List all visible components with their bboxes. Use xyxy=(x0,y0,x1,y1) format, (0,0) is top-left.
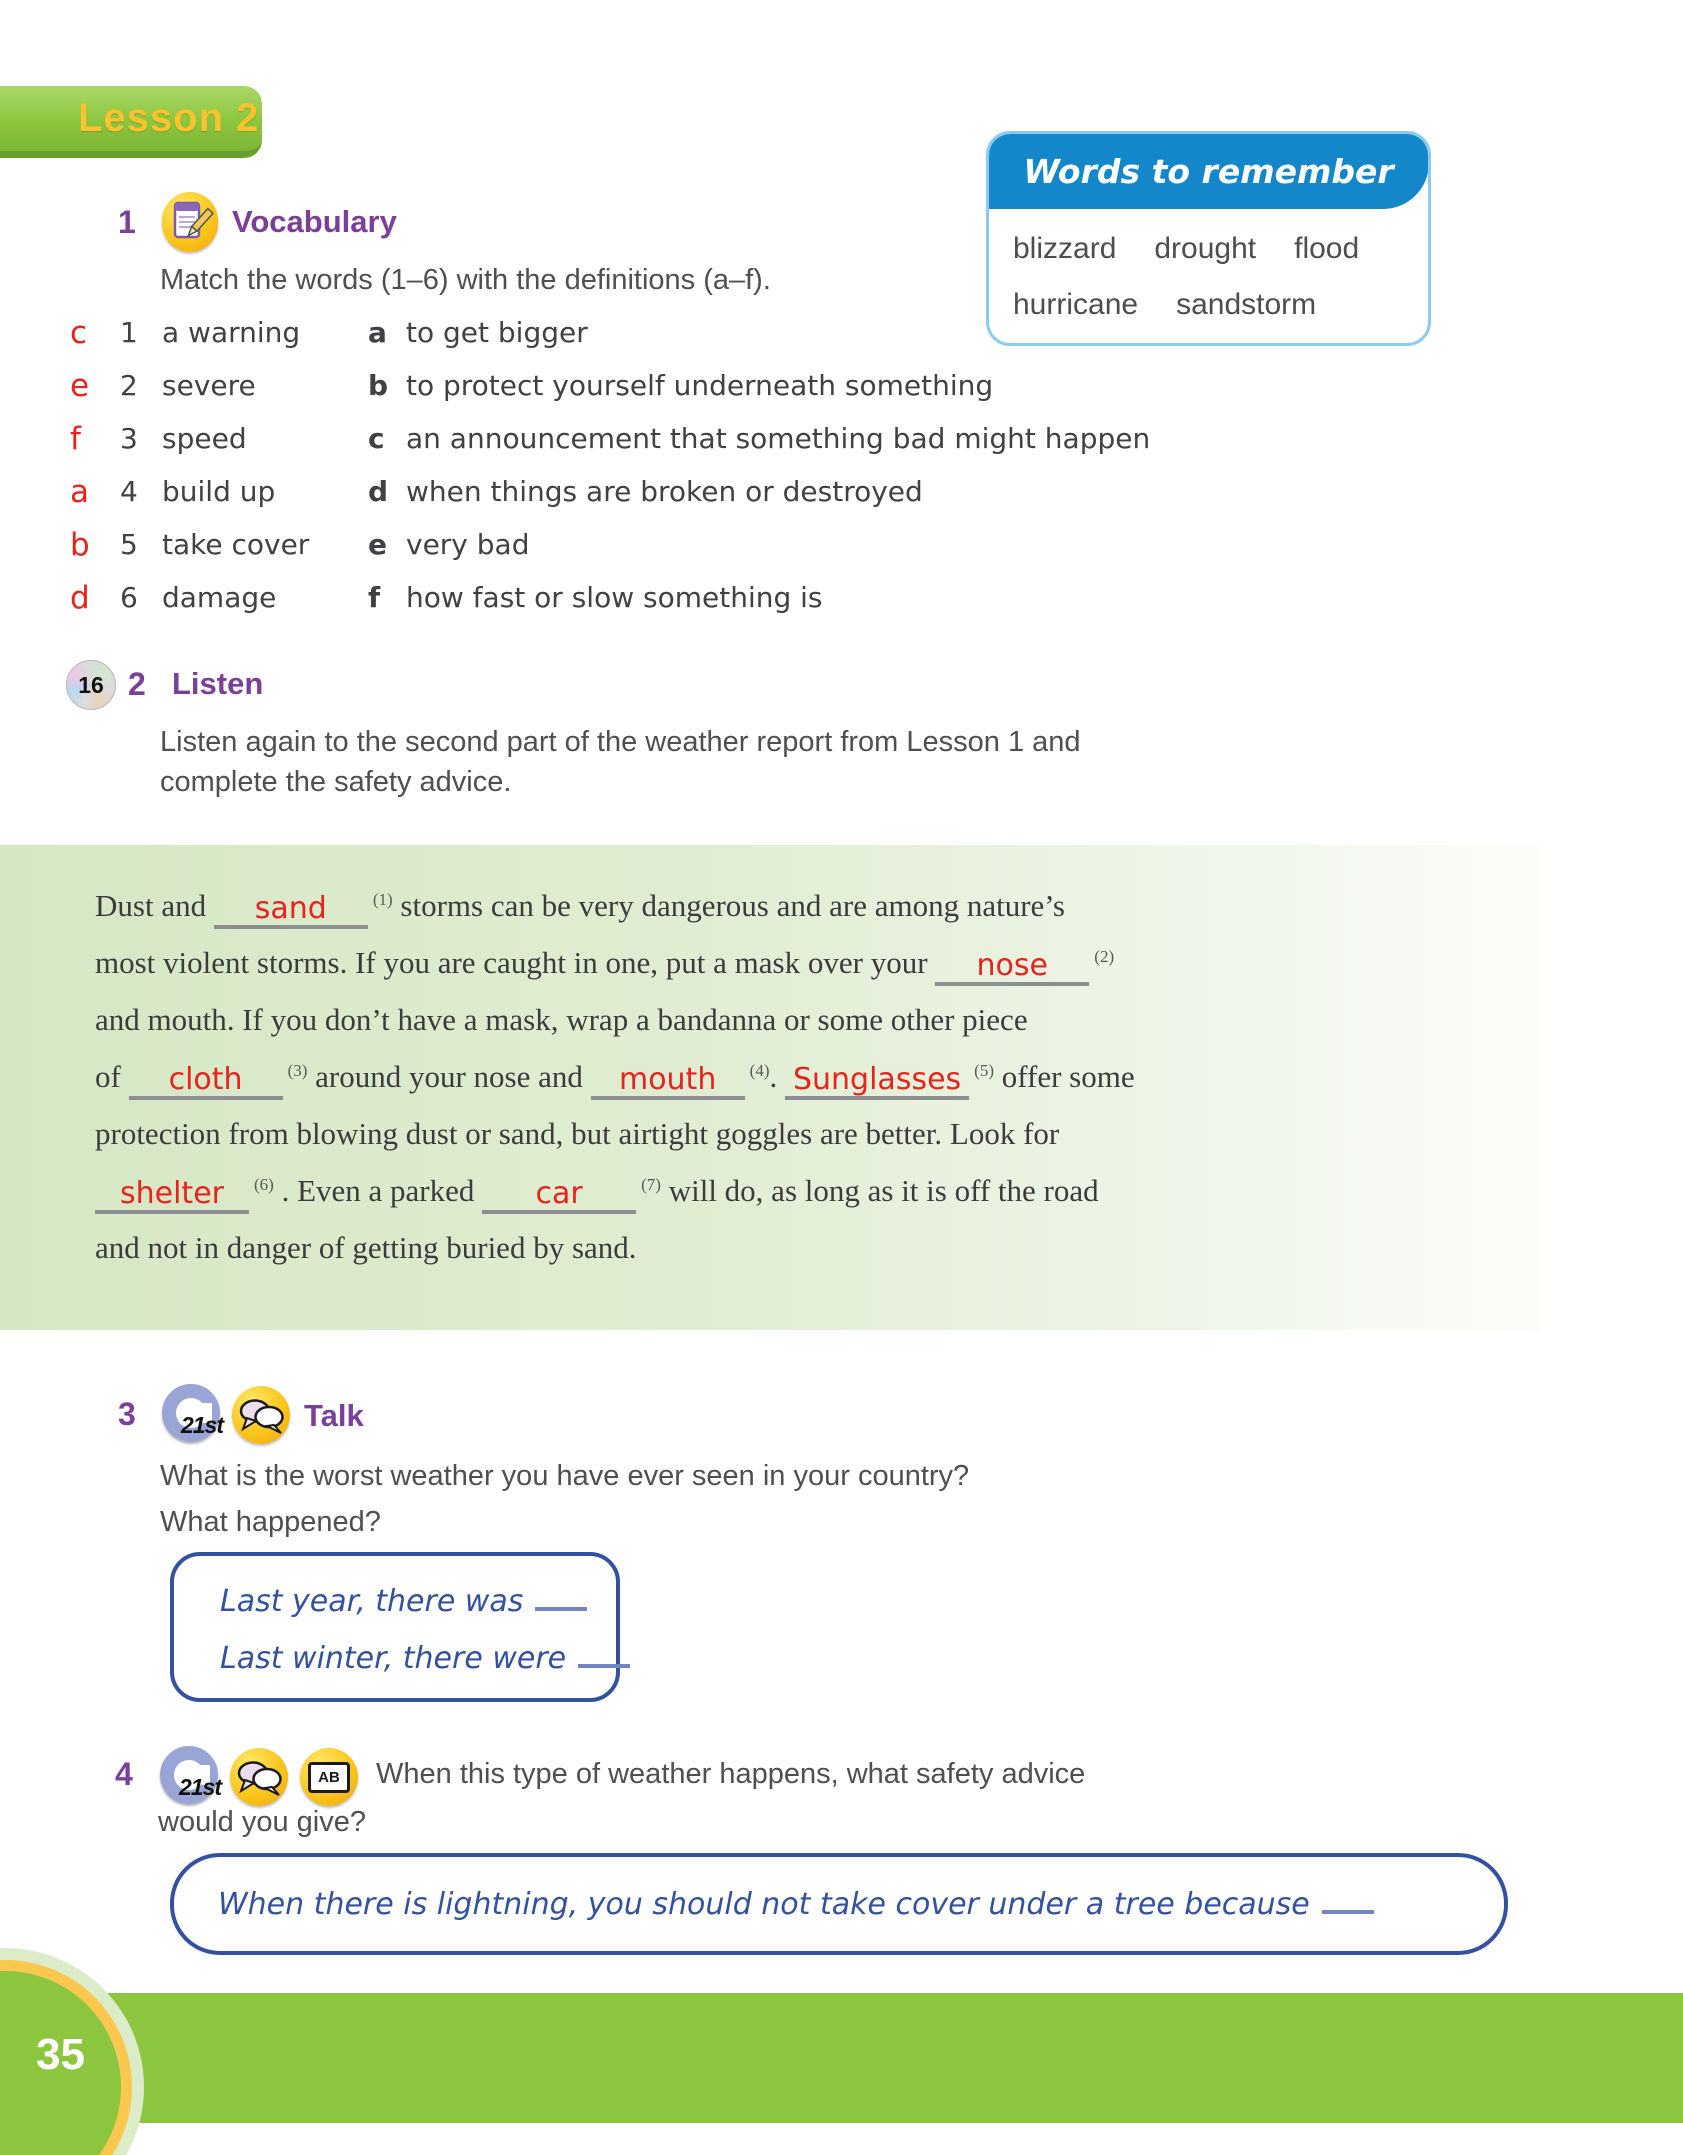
speech-line: Last winter, there were xyxy=(220,1641,616,1676)
exercise3-number: 3 xyxy=(118,1396,136,1432)
match-word: speed xyxy=(162,422,247,455)
match-answer-letter: d xyxy=(70,580,90,616)
words-box-header xyxy=(988,133,1429,209)
definition-text: an announcement that something bad might happen xyxy=(406,422,1151,455)
badge-21st-label: 21st xyxy=(180,1412,224,1438)
blank-number: (4) xyxy=(749,1060,770,1080)
match-word-number: 1 xyxy=(120,316,138,349)
definition-text: when things are broken or destroyed xyxy=(406,475,923,508)
fill-blank[interactable] xyxy=(214,892,368,929)
fill-text: protection from blowing dust or sand, but airtight goggles are better. Look for xyxy=(95,1116,1060,1151)
exercise4-prompt-line2: would you give? xyxy=(158,1806,366,1838)
handwritten-answer: cloth xyxy=(168,1062,243,1097)
fill-text: of xyxy=(95,1059,129,1094)
exercise2-number: 2 xyxy=(128,666,146,702)
definition-letter: a xyxy=(368,316,387,349)
handwritten-answer: sand xyxy=(254,891,327,926)
vocab-word: blizzard xyxy=(1013,232,1117,265)
fill-text: around your nose and xyxy=(307,1059,591,1094)
match-word: damage xyxy=(162,581,277,614)
vocab-word: hurricane xyxy=(1013,288,1139,321)
exercise3-question-line2: What happened? xyxy=(160,1506,381,1538)
blank-number: (3) xyxy=(287,1060,308,1080)
definition-text: to get bigger xyxy=(406,316,588,349)
fill-blank[interactable] xyxy=(591,1063,745,1100)
definition-letter: c xyxy=(368,422,385,455)
vocab-word-list xyxy=(989,209,1428,333)
sentence-starter-box xyxy=(170,1853,1508,1955)
definition-text: to protect yourself underneath something xyxy=(406,369,994,402)
words-box-title: Words to remember xyxy=(1023,151,1394,191)
fill-text: . xyxy=(769,1059,785,1094)
sentence-starter-box xyxy=(170,1552,620,1702)
lesson-banner xyxy=(0,86,262,158)
21st-century-badge-icon xyxy=(162,1384,224,1442)
word-list-line xyxy=(1013,221,1418,277)
fill-blank[interactable] xyxy=(129,1063,283,1100)
cd-track-icon xyxy=(66,660,116,710)
match-answer-letter: b xyxy=(70,527,90,563)
footer-bar xyxy=(0,1993,1683,2123)
match-word: take cover xyxy=(162,528,310,561)
fill-text: and mouth. If you don’t have a mask, wrap a bandanna or some other piece xyxy=(95,1002,1028,1037)
blank-number: (5) xyxy=(974,1060,994,1080)
fill-blank[interactable] xyxy=(482,1177,636,1214)
match-word: a warning xyxy=(162,316,301,349)
blank-number: (6) xyxy=(254,1174,274,1194)
vocab-word: sandstorm xyxy=(1176,288,1317,321)
match-word: severe xyxy=(162,369,256,402)
answer-blank[interactable] xyxy=(1322,1910,1374,1914)
21st-century-badge-icon xyxy=(160,1746,222,1804)
exercise4-prompt-line1: When this type of weather happens, what safety advice xyxy=(376,1758,1086,1790)
track-number: 16 xyxy=(78,671,104,698)
definition-letter: d xyxy=(368,475,389,508)
definition-text: how fast or slow something is xyxy=(406,581,823,614)
answer-blank[interactable] xyxy=(535,1607,587,1611)
fill-text: will do, as long as it is off the road xyxy=(660,1173,1099,1208)
exercise2-title: Listen xyxy=(172,666,264,701)
match-answer-letter: f xyxy=(70,421,81,457)
vocab-word: flood xyxy=(1294,232,1360,265)
match-word: build up xyxy=(162,475,276,508)
activity-book-icon xyxy=(300,1748,358,1806)
match-word-number: 2 xyxy=(120,369,138,402)
lesson-title: Lesson 2 xyxy=(78,96,260,140)
fill-line xyxy=(95,1002,1135,1059)
handwritten-answer: shelter xyxy=(120,1176,224,1211)
fill-blank[interactable] xyxy=(935,949,1089,986)
blank-number: (1) xyxy=(372,889,393,909)
handwritten-answer: Sunglasses xyxy=(792,1062,962,1097)
fill-text: storms can be very dangerous and are among nature’s xyxy=(392,888,1065,923)
match-answer-letter: e xyxy=(70,368,90,404)
answer-blank[interactable] xyxy=(578,1664,630,1668)
speech-line: When there is lightning, you should not take cover under a tree because xyxy=(218,1887,1504,1922)
speech-bubbles-icon xyxy=(230,1748,288,1806)
match-word-number: 4 xyxy=(120,475,138,508)
handwritten-answer: nose xyxy=(976,948,1049,983)
handwritten-answer: mouth xyxy=(618,1062,717,1097)
fill-text: offer some xyxy=(994,1059,1135,1094)
exercise1-number: 1 xyxy=(118,204,136,240)
fill-blank[interactable] xyxy=(95,1177,249,1214)
match-word-number: 5 xyxy=(120,528,138,561)
definition-letter: e xyxy=(368,528,387,561)
exercise1-title: Vocabulary xyxy=(232,204,397,239)
match-word-number: 6 xyxy=(120,581,138,614)
fill-line xyxy=(95,1230,1135,1287)
vocab-word: drought xyxy=(1154,232,1257,265)
safety-advice-fill-in-box xyxy=(0,845,1540,1330)
fill-text: most violent storms. If you are caught in one, put a mask over your xyxy=(95,945,936,980)
fill-text: . Even a parked xyxy=(273,1173,483,1208)
fill-line xyxy=(95,888,1135,945)
activity-book-label: AB xyxy=(308,1762,350,1793)
exercise2-instruction-line1: Listen again to the second part of the weather report from Lesson 1 and xyxy=(160,726,1081,758)
fill-blank[interactable] xyxy=(785,1063,969,1100)
definition-text: very bad xyxy=(406,528,530,561)
exercise3-question-line1: What is the worst weather you have ever seen in your country? xyxy=(160,1460,970,1492)
exercise4-number: 4 xyxy=(115,1756,133,1792)
speech-line: Last year, there was xyxy=(220,1584,616,1619)
fill-line xyxy=(95,1116,1135,1173)
exercise3-title: Talk xyxy=(304,1398,364,1433)
speech-bubbles-icon xyxy=(232,1386,290,1444)
words-to-remember-box xyxy=(986,131,1431,346)
badge-21st-label: 21st xyxy=(178,1774,222,1800)
blank-number: (7) xyxy=(641,1174,661,1194)
definition-letter: f xyxy=(368,581,381,614)
definition-letter: b xyxy=(368,369,389,402)
match-word-number: 3 xyxy=(120,422,138,455)
fill-line xyxy=(95,1059,1135,1116)
fill-text: Dust and xyxy=(95,888,214,923)
match-answer-letter: a xyxy=(70,474,89,510)
notepad-pencil-icon xyxy=(162,192,218,252)
fill-line xyxy=(95,945,1135,1002)
matching-exercise xyxy=(70,315,1220,636)
exercise1-instruction: Match the words (1–6) with the definitions (a–f). xyxy=(160,264,771,296)
page-number: 35 xyxy=(36,2030,85,2079)
exercise2-instruction-line2: complete the safety advice. xyxy=(160,766,512,798)
fill-in-paragraph xyxy=(95,888,1135,1287)
match-answer-letter: c xyxy=(70,315,88,351)
fill-text: and not in danger of getting buried by sand. xyxy=(95,1230,637,1265)
fill-line xyxy=(95,1173,1135,1230)
handwritten-answer: car xyxy=(535,1176,583,1211)
blank-number: (2) xyxy=(1094,946,1115,966)
